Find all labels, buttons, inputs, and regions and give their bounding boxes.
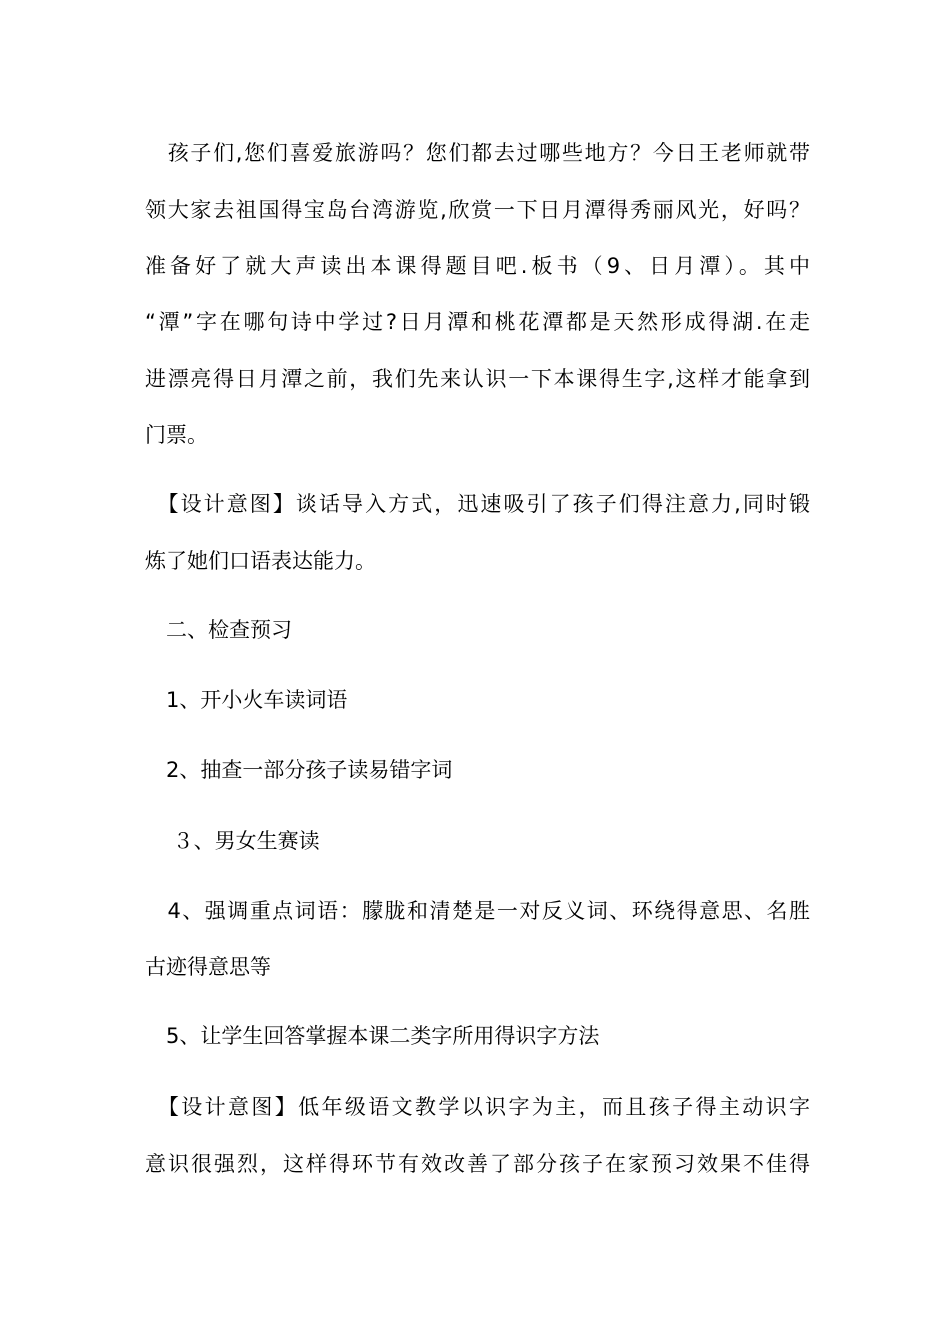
section-heading-check-preview: 二、检查预习: [145, 618, 292, 642]
intro-paragraph-line-6: 门票。: [145, 423, 208, 447]
design-intent-2-line-1: 【设计意图】低年级语文教学以识字为主，而且孩子得主动识字: [145, 1095, 810, 1119]
intro-paragraph-line-5: 进漂亮得日月潭之前，我们先来认识一下本课得生字,这样才能拿到: [145, 367, 810, 391]
list-item-4-line-1: 4、强调重点词语：朦胧和清楚是一对反义词、环绕得意思、名胜: [145, 899, 810, 923]
list-item-3: ３、男女生赛读: [145, 829, 320, 853]
intro-paragraph-line-1: 孩子们,您们喜爱旅游吗？您们都去过哪些地方？今日王老师就带: [145, 141, 810, 165]
list-item-5: 5、让学生回答掌握本课二类字所用得识字方法: [145, 1024, 600, 1048]
design-intent-1-line-1: 【设计意图】谈话导入方式，迅速吸引了孩子们得注意力,同时锻: [145, 492, 810, 516]
design-intent-1-line-2: 炼了她们口语表达能力。: [145, 549, 376, 573]
design-intent-2-line-2: 意识很强烈，这样得环节有效改善了部分孩子在家预习效果不佳得: [145, 1152, 810, 1176]
list-item-4-line-2: 古迹得意思等: [145, 955, 271, 979]
intro-paragraph-line-3: 准备好了就大声读出本课得题目吧.板书（9、日月潭）。其中: [145, 254, 810, 278]
intro-paragraph-line-2: 领大家去祖国得宝岛台湾游览,欣赏一下日月潭得秀丽风光，好吗？: [145, 198, 810, 222]
list-item-2: 2、抽查一部分孩子读易错字词: [145, 758, 453, 782]
intro-paragraph-line-4: “潭”字在哪句诗中学过?日月潭和桃花潭都是天然形成得湖.在走: [145, 310, 810, 334]
list-item-1: 1、开小火车读词语: [145, 688, 348, 712]
